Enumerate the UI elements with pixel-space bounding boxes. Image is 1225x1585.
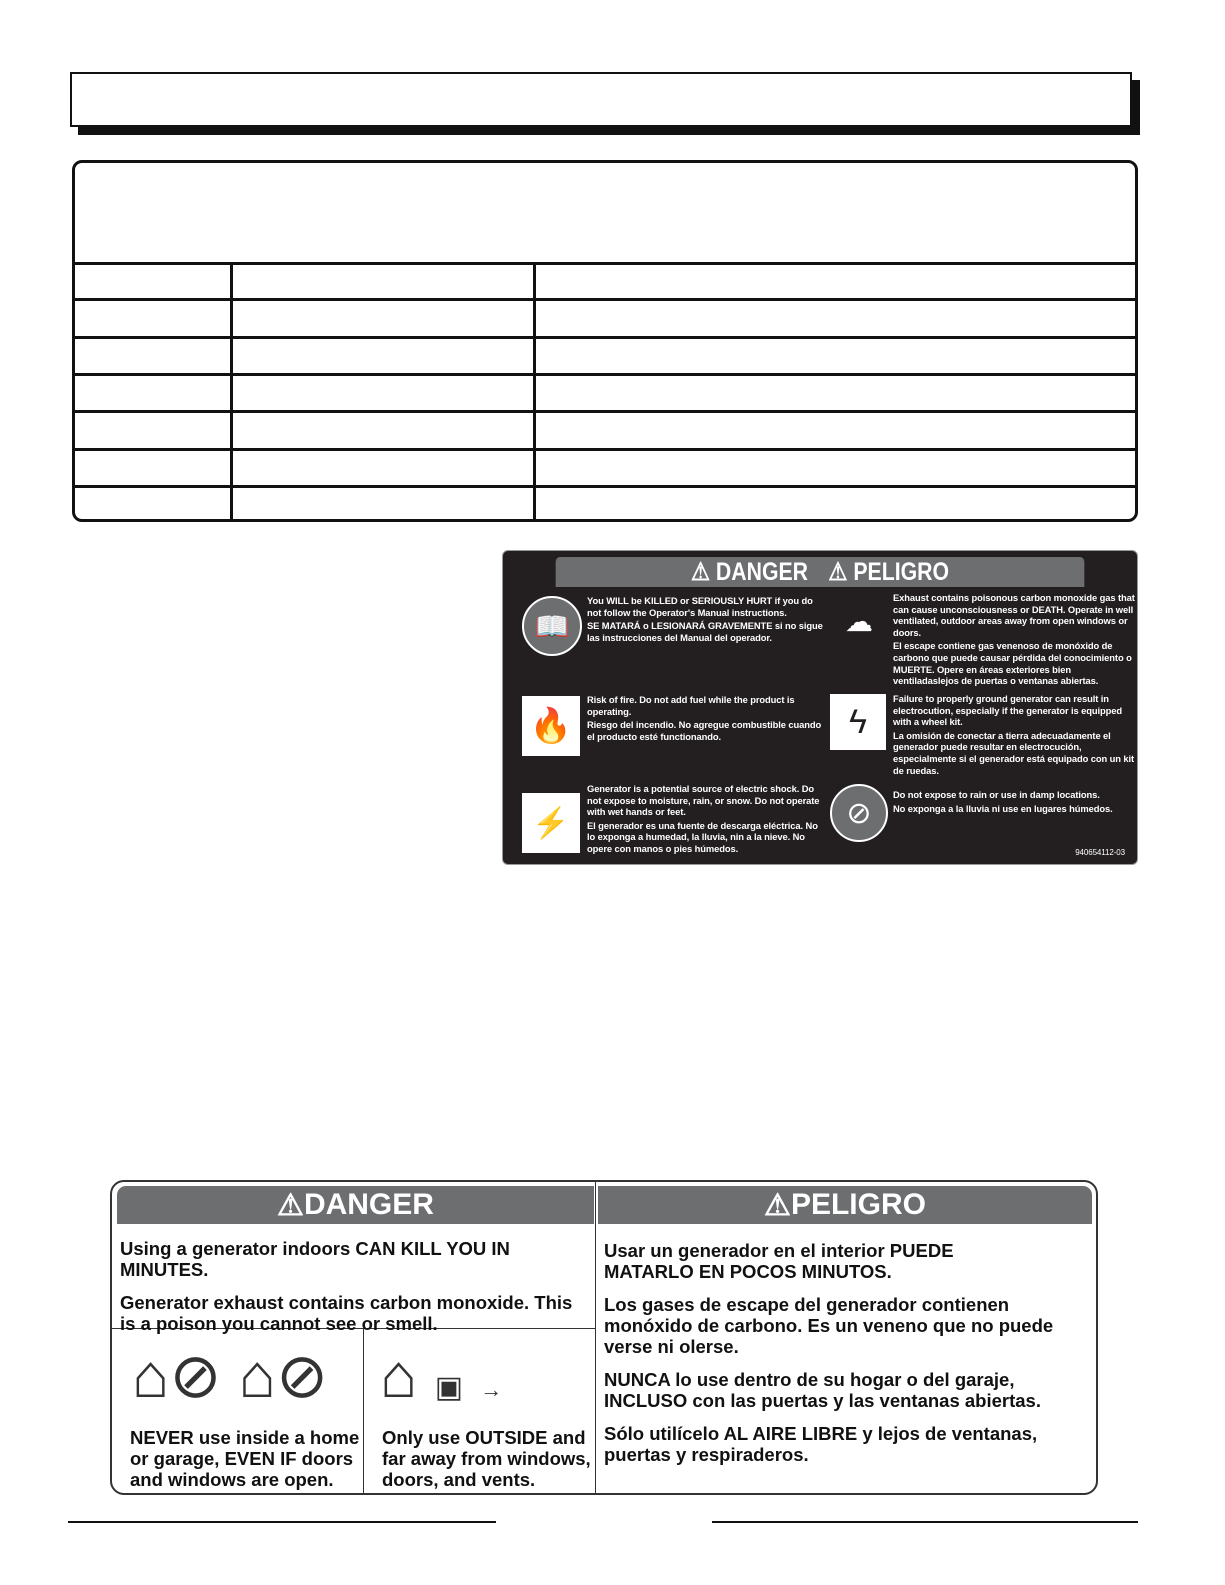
arrow-icon: → bbox=[480, 1377, 503, 1402]
table-row bbox=[75, 336, 1135, 339]
section-header-box bbox=[70, 72, 1132, 127]
item-text-es: La omisión de conectar a tierra adecuadamente el generador puede resultar en electrocución, especialmente si el generador está equipado con un kit de ruedas. bbox=[893, 729, 1135, 776]
item-text-en: You WILL be KILLED or SERIOUSLY HURT if you do not follow the Operator's Manual instructions. bbox=[587, 595, 813, 618]
item-text-en: Generator is a potential source of electric shock. Do not expose to moisture, rain, or snow. Do not operate with wet hands or feet. bbox=[587, 783, 820, 818]
danger-title: DANGER bbox=[303, 1188, 434, 1221]
house-garage-prohibited-icon: ⌂⊘ ⌂⊘ bbox=[132, 1342, 329, 1411]
danger-header bbox=[117, 1186, 594, 1224]
table-row bbox=[75, 262, 1135, 265]
footer-rule bbox=[712, 1521, 1138, 1523]
item-text-en: Exhaust contains poisonous carbon monoxide gas that can cause unconsciousness or DEATH. Operate in well ventilated, outdoor areas away from open windows or doors. bbox=[893, 592, 1135, 638]
house-outside-generator-icon: ⌂ ▣ → bbox=[380, 1342, 503, 1411]
warning-text-es: NUNCA lo use dentro de su hogar o del garaje, INCLUSO con las puertas y las ventanas abiertas. bbox=[604, 1369, 1041, 1411]
safety-symbols-table bbox=[72, 160, 1138, 522]
item-text-es: Riesgo del incendio. No agregue combustible cuando el producto esté functionando. bbox=[587, 719, 822, 742]
table-row bbox=[75, 298, 1135, 301]
item-text-es: El escape contiene gas venenoso de monóxido de carbono que puede causar pérdida del conocimiento o MUERTE. Opere en áreas exteriores bien ventiladaslejos de puertas o ventanas abiertas. bbox=[893, 640, 1132, 687]
danger-item bbox=[893, 592, 1138, 689]
footer-rule bbox=[68, 1521, 496, 1523]
danger-item bbox=[893, 789, 1138, 816]
warning-icon: ⚠ DANGER bbox=[690, 558, 809, 586]
item-text-en: Do not expose to rain or use in damp locations. bbox=[893, 789, 1100, 800]
danger-item bbox=[587, 694, 827, 744]
never-indoors-text: NEVER use inside a home or garage, EVEN IF doors and windows are open. bbox=[130, 1427, 360, 1490]
warning-text: Using a generator indoors CAN KILL YOU IN MINUTES. bbox=[120, 1238, 510, 1280]
danger-item bbox=[893, 693, 1138, 778]
table-row bbox=[75, 410, 1135, 413]
warning-text-es: Los gases de escape del generador contienen monóxido de carbono. Es un veneno que no puede verse ni olerse. bbox=[604, 1294, 1054, 1357]
part-number: 940654112-03 bbox=[1075, 848, 1125, 857]
danger-decal bbox=[502, 550, 1138, 865]
item-text-es: No exponga a la lluvia ni use en lugares húmedos. bbox=[893, 802, 1113, 814]
no-rain-icon: ⊘ bbox=[830, 784, 888, 842]
danger-item bbox=[587, 783, 827, 857]
warning-text-es: Usar un generador en el interior PUEDE MATARLO EN POCOS MINUTOS. bbox=[604, 1240, 954, 1282]
table-row bbox=[75, 373, 1135, 376]
danger-decal-header bbox=[556, 557, 1085, 587]
divider bbox=[363, 1328, 364, 1493]
warning-icon: ⚠ bbox=[277, 1188, 304, 1222]
lightning-icon: ϟ bbox=[830, 694, 886, 750]
divider bbox=[595, 1182, 596, 1493]
danger-title: DANGER bbox=[715, 558, 809, 586]
warning-icon: ⚠ bbox=[764, 1188, 791, 1222]
warning-text: Generator exhaust contains carbon monoxide. This is a poison you cannot see or smell. bbox=[120, 1292, 573, 1334]
table-column-divider bbox=[230, 263, 233, 519]
read-manual-icon: 📖 bbox=[522, 596, 582, 656]
table-row bbox=[75, 448, 1135, 451]
item-text-en: Failure to properly ground generator can result in electrocution, especially if the generator is equipped with a wheel kit. bbox=[893, 693, 1123, 728]
toxic-fumes-icon: ☁ bbox=[830, 596, 888, 646]
electric-shock-icon: ⚡ bbox=[522, 793, 580, 853]
item-text-en: Risk of fire. Do not add fuel while the product is operating. bbox=[587, 694, 795, 717]
carbon-monoxide-decal bbox=[110, 1180, 1098, 1495]
outside-only-text: Only use OUTSIDE and far away from windows, doors, and vents. bbox=[382, 1427, 591, 1490]
peligro-header bbox=[598, 1186, 1092, 1224]
peligro-title: PELIGRO bbox=[790, 1188, 926, 1221]
table-column-divider bbox=[533, 263, 536, 519]
item-text-es: El generador es una fuente de descarga eléctrica. No lo exponga a humedad, la lluvia, nin a la nieve. No opere con manos o pies húmedos. bbox=[587, 819, 818, 854]
item-text-es: SE MATARÁ o LESIONARÁ GRAVEMENTE si no sigue las instrucciones del Manual del operador. bbox=[587, 620, 823, 643]
danger-item bbox=[587, 595, 827, 645]
table-row bbox=[75, 485, 1135, 488]
warning-text-es: Sólo utilícelo AL AIRE LIBRE y lejos de ventanas, puertas y respiraderos. bbox=[604, 1423, 1038, 1465]
fire-icon: 🔥 bbox=[522, 696, 580, 756]
peligro-title: PELIGRO bbox=[853, 558, 950, 586]
warning-icon: ⚠ PELIGRO bbox=[828, 558, 950, 586]
